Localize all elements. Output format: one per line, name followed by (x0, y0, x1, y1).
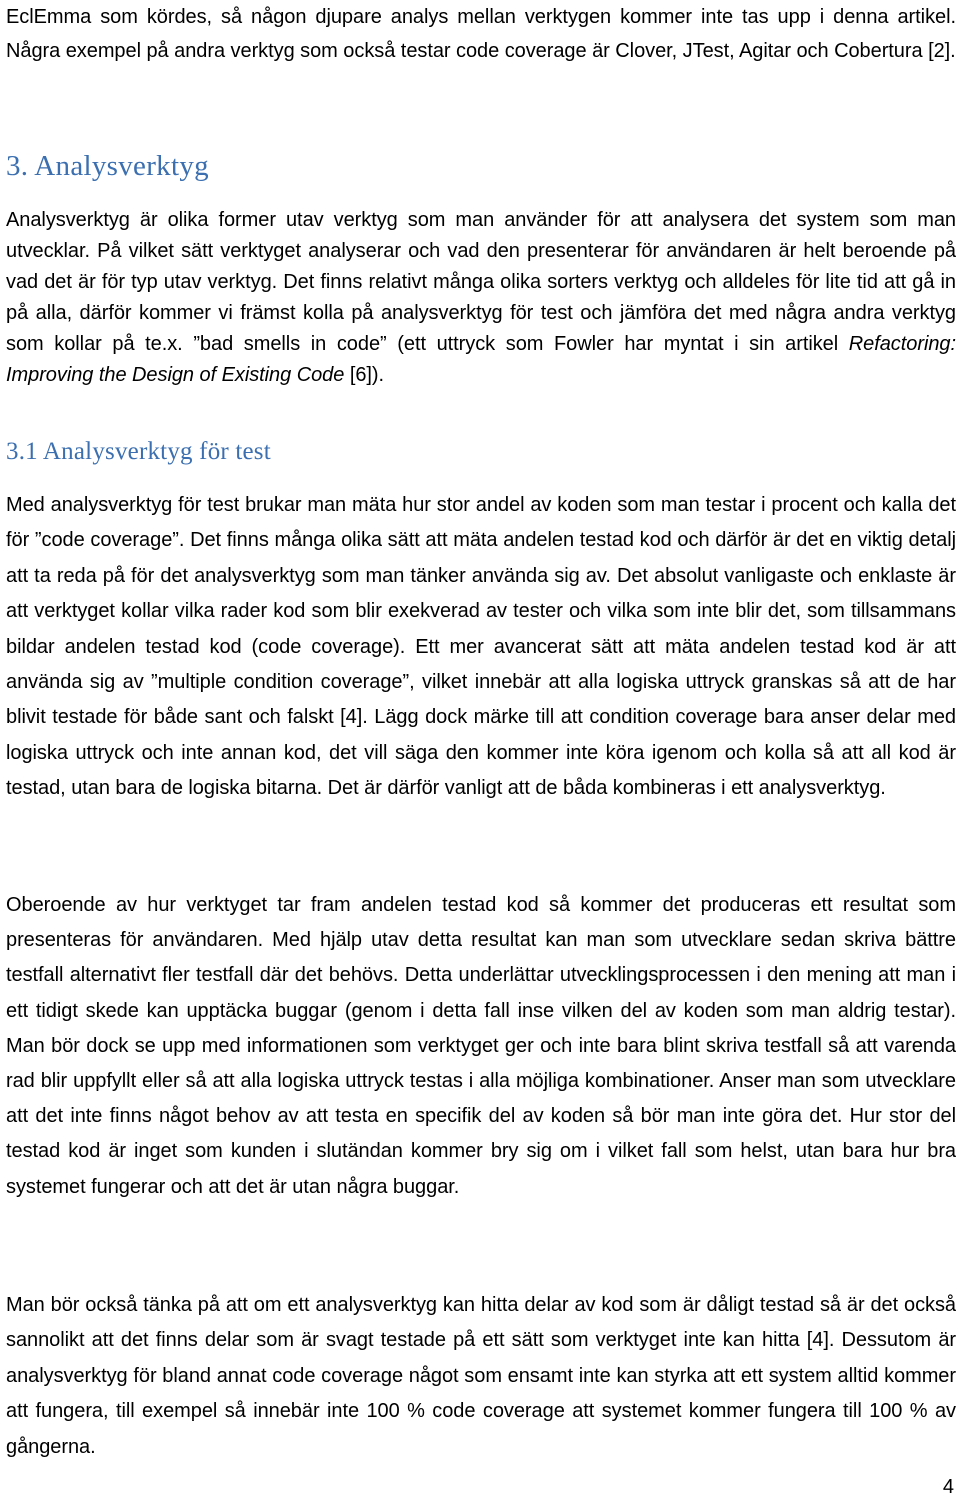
limitations-paragraph: Man bör också tänka på att om ett analysverktyg kan hitta delar av kod som är dåligt testad så är det också sannolikt att det finns delar som är svagt testade på ett sätt som verktyget inte kan hitta [4]. Dessutom är analysverktyg för bland annat code coverage något som ensamt inte kan styrka att ett system alltid kommer att fungera, till exempel så innebär inte 100 % code coverage att systemet kommer fungera till 100 % av gångerna. (6, 1294, 956, 1458)
analysverktyg-text: Analysverktyg är olika former utav verktyg som man använder för att analysera det system som man utvecklar. På vilket sätt verktyget analyserar och vad den presenterar för användaren är helt beroende på vad det är för typ utav verktyg. Det finns relativt många olika sorters verktyg och alldeles för lite tid att gå in på alla, därför kommer vi främst kolla på analysverktyg för test och jämföra det med några andra verktyg som kollar på te.x. ”bad smells in code” (ett uttryck som Fowler har myntat i sin artikel (6, 209, 956, 355)
analysverktyg-paragraph (6, 205, 956, 391)
section-3-1-heading: 3.1 Analysverktyg för test (6, 438, 271, 465)
code-coverage-paragraph: Med analysverktyg för test brukar man mäta hur stor andel av koden som man testar i procent och kalla det för ”code coverage”. Det finns många olika sätt att mäta andelen testad kod och därför är det en viktig detalj att ta reda på för det analysverktyg som man tänker använda sig av. Det absolut vanligaste och enklaste är att verktyget kollar vilka rader kod som blir exekverad av tester och vilka som inte blir det, som tillsammans bildar andelen testad kod (code coverage). Ett mer avancerat sätt att mäta andelen testad kod är att använda sig av ”multiple condition coverage”, vilket innebär att alla logiska uttryck granskas så att de har blivit testade för både sant och falskt [4]. Lägg dock märke till att condition coverage bara anser delar med logiska uttryck och inte annan kod, det vill säga den kommer inte köra igenom och kolla så att all kod är testad, utan bara de logiska bitarna. Det är därför vanligt att de båda kombineras i ett analysverktyg. (6, 494, 956, 800)
results-paragraph: Oberoende av hur verktyget tar fram andelen testad kod så kommer det produceras ett resultat som presenteras för användaren. Med hjälp utav detta resultat kan man som utvecklare sedan skriva bättre testfall alternativt fler testfall där det behövs. Detta underlättar utvecklingsprocessen i den mening att man i ett tidigt skede kan upptäcka buggar (genom i detta fall inse vilken del av koden som man aldrig testar). Man bör dock se upp med informationen som verktyget ger och inte bara blint skriva testfall så att varenda rad blir uppfyllt eller så att alla logiska uttryck testas i alla möjliga kombinationer. Anser man som utvecklare att det inte finns något behov av att testa en specifik del av koden så bör man inte göra det. Hur stor del testad kod är inget som kunden i slutändan kommer bry sig om i vilket fall som helst, utan bara hur bra systemet fungerar och att det är utan några buggar. (6, 894, 956, 1198)
citation-text: [6]). (344, 364, 385, 386)
book-title: Refactoring: Improving the Design of Existing Code (6, 333, 956, 386)
intro-paragraph: EclEmma som kördes, så någon djupare analys mellan verktygen kommer inte tas upp i denna artikel. Några exempel på andra verktyg som också testar code coverage är Clover, JTest, Agitar och Cobertura [2]. (6, 6, 956, 62)
section-3-heading: 3. Analysverktyg (6, 150, 209, 182)
page-number: 4 (942, 1476, 954, 1498)
